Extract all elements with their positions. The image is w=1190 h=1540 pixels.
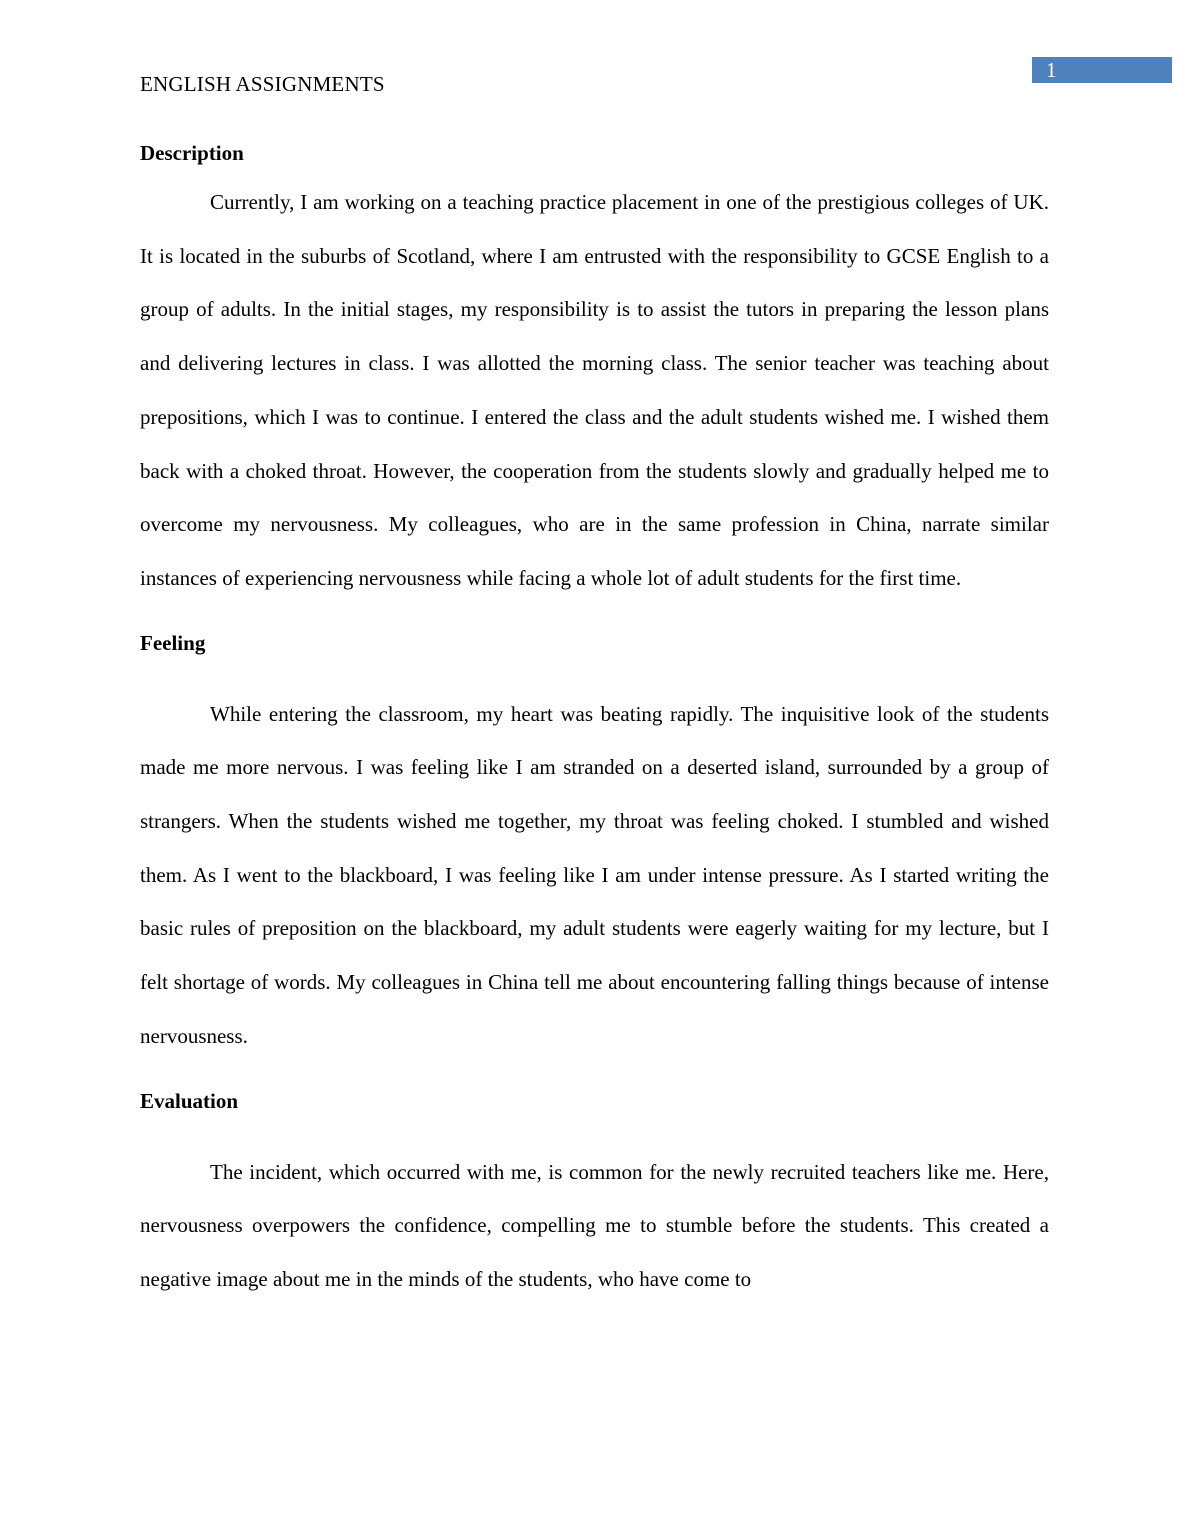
document-body bbox=[140, 138, 1049, 1307]
running-head: ENGLISH ASSIGNMENTS bbox=[140, 72, 385, 96]
section-heading-feeling: Feeling bbox=[140, 630, 206, 655]
paragraph-description: Currently, I am working on a teaching practice placement in one of the prestigious colleges of UK. It is located in the suburbs of Scotland, where I am entrusted with the responsibility to GCSE English to a group of adults. In the initial stages, my responsibility is to assist the tutors in preparing the lesson plans and delivering lectures in class. I was allotted the morning class. The senior teacher was teaching about prepositions, which I was to continue. I entered the class and the adult students wished me. I wished them back with a choked throat. However, the cooperation from the students slowly and gradually helped me to overcome my nervousness. My colleagues, who are in the same profession in China, narrate similar instances of experiencing nervousness while facing a whole lot of adult students for the first time. bbox=[140, 190, 1049, 590]
paragraph-evaluation: The incident, which occurred with me, is common for the newly recruited teachers like me. Here, nervousness overpowers the confidence, compelling me to stumble before the students. This created a negative image about me in the minds of the students, who have come to bbox=[140, 1159, 1049, 1291]
page-number: 1 bbox=[1046, 58, 1057, 82]
section-heading-evaluation: Evaluation bbox=[140, 1088, 239, 1113]
page-number-badge bbox=[1032, 57, 1172, 83]
section-heading-description: Description bbox=[140, 141, 244, 165]
paragraph-feeling: While entering the classroom, my heart was beating rapidly. The inquisitive look of the students made me more nervous. I was feeling like I am stranded on a deserted island, surrounded by a group of strangers. When the students wished me together, my throat was feeling choked. I stumbled and wished them. As I went to the blackboard, I was feeling like I am under intense pressure. As I started writing the basic rules of preposition on the blackboard, my adult students were eagerly waiting for my lecture, but I felt shortage of words. My colleagues in China tell me about encountering falling things because of intense nervousness. bbox=[140, 701, 1049, 1048]
